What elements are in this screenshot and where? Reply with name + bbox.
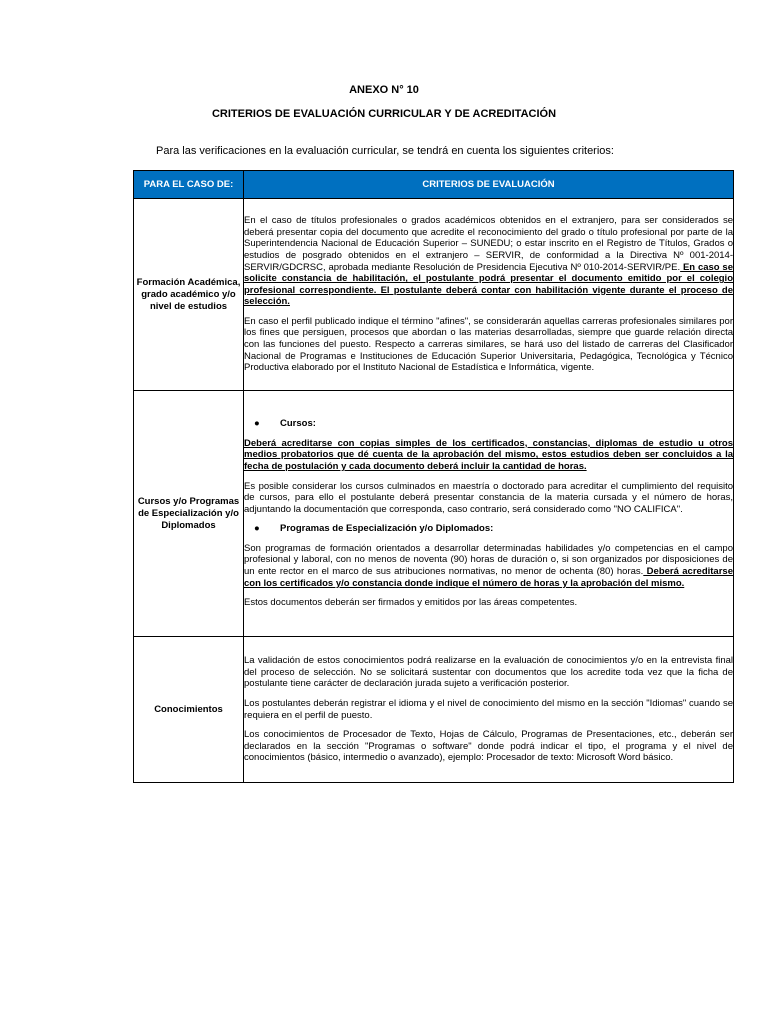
criteria-paragraph: Es posible considerar los cursos culminados en maestría o doctorado para acreditar el cumplimiento del requisito de cursos, para ello el postulante deberá presentar constancia de la materia cursada y el número de horas, adjuntando la documentación que corresponda, caso contrario, será considerado como "NO CALIFICA". (244, 480, 733, 515)
criteria-paragraph (244, 215, 733, 308)
bullet-icon: ● (254, 418, 260, 430)
intro-text: Para las verificaciones en la evaluación curricular, se tendrá en cuenta los siguientes criterios: (156, 145, 614, 157)
criteria-paragraph: Los conocimientos de Procesador de Texto, Hojas de Cálculo, Programas de Presentaciones, etc., deberán ser declarados en la sección "Programas o software" donde podrá indicar el tipo, el programa y el nivel de conocimientos (básico, intermedio o avanzado), ejemplo: Procesador de texto: Microsoft Word básico. (244, 729, 733, 764)
paragraph-text: En el caso de títulos profesionales o grados académicos obtenidos en el extranjero, para ser considerados se deberá presentar copia del documento que acredite el reconocimiento del grado o título profesional por parte de la Superintendencia Nacional de Educación Superior – SUNEDU; o estar inscrito en el Registro de Títulos, Grados o estudios de posgrado obtenidos en el extranjero – SERVIR, de conformidad a la Directiva Nº 001-2014-SERVIR/GDCRSC, aprobada mediante Resolución de Presidencia Ejecutiva Nº 010-2014-SERVIR/PE. (244, 215, 733, 273)
bullet-icon: ● (254, 523, 260, 535)
bullet-label: Cursos: (280, 418, 316, 430)
paragraph-text: Son programas de formación orientados a desarrollar determinadas habilidades y/o competencias en el campo profesional y laboral, con no menos de noventa (90) horas de duración o, si son organizados por disposiciones de un ente rector en el marco de sus atribuciones normativas, no menor de ochenta (80) horas. (244, 542, 733, 578)
criteria-paragraph: Estos documentos deberán ser firmados y emitidos por las áreas competentes. (244, 597, 578, 609)
row-label-cursos: Cursos y/o Programas de Especialización y/o Diplomados (134, 391, 244, 637)
criteria-paragraph: En caso el perfil publicado indique el término "afines", se considerarán aquellas carreras profesionales similares por los fines que persiguen, procesos que abordan o las materias desarrolladas, siempre que guarde relación directa con las funciones del puesto. Respecto a carreras similares, se hará uso del listado de carreras del Clasificador Nacional de Programas e Instituciones de Educación Superior Universitaria, Pedagógica, Tecnológica y Técnico Productiva elaborado por el Instituto Nacional de Estadística e Informática, vigente. (244, 315, 733, 374)
document-title: CRITERIOS DE EVALUACIÓN CURRICULAR Y DE ACREDITACIÓN (211, 108, 557, 120)
bullet-label: Programas de Especialización y/o Diplomados: (280, 523, 494, 535)
row-label-formacion: Formación Académica, grado académico y/o nivel de estudios (134, 199, 244, 391)
table-row (134, 199, 734, 391)
bullet-item (244, 418, 733, 430)
criteria-cell-formacion (244, 199, 734, 391)
criteria-paragraph: Los postulantes deberán registrar el idioma y el nivel de conocimiento del mismo en la sección "Idiomas" cuando se requiera en el perfil de puesto. (244, 697, 733, 721)
annex-number: ANEXO N° 10 (349, 84, 419, 96)
criteria-paragraph: Deberá acreditarse con copias simples de los certificados, constancias, diplomas de estudio u otros medios probatorios que dé cuenta de la aprobación del mismo, estos estudios deben ser concluidos a la fecha de postulación y cada documento deberá incluir la cantidad de horas. (244, 437, 733, 472)
emphasis-text: Deberá acreditarse con los certificados y/o constancia donde indique el número de horas y la aprobación del mismo. (244, 566, 733, 589)
header-case: PARA EL CASO DE: (134, 171, 244, 199)
criteria-cell-cursos (244, 391, 734, 637)
table-row (134, 391, 734, 637)
criteria-paragraph: La validación de estos conocimientos podrá realizarse en la evaluación de conocimientos y/o en la entrevista final del proceso de selección. No se solicitará sustentar con documentos que los acredite toda vez que la ficha de postulante tiene carácter de declaración jurada sujeto a verificación posterior. (244, 655, 733, 690)
table-header-row (134, 171, 734, 199)
table-row (134, 637, 734, 783)
criteria-table (133, 170, 734, 783)
row-label-conocimientos: Conocimientos (134, 637, 244, 783)
header-criteria: CRITERIOS DE EVALUACIÓN (244, 171, 734, 199)
emphasis-text: En caso se solicite constancia de habilitación, el postulante podrá presentar el documento emitido por el colegio profesional correspondiente. El postulante deberá contar con habilitación vigente durante el proceso de selección. (244, 261, 733, 308)
criteria-paragraph (244, 543, 733, 589)
bullet-item (244, 523, 733, 535)
criteria-cell-conocimientos (244, 637, 734, 783)
